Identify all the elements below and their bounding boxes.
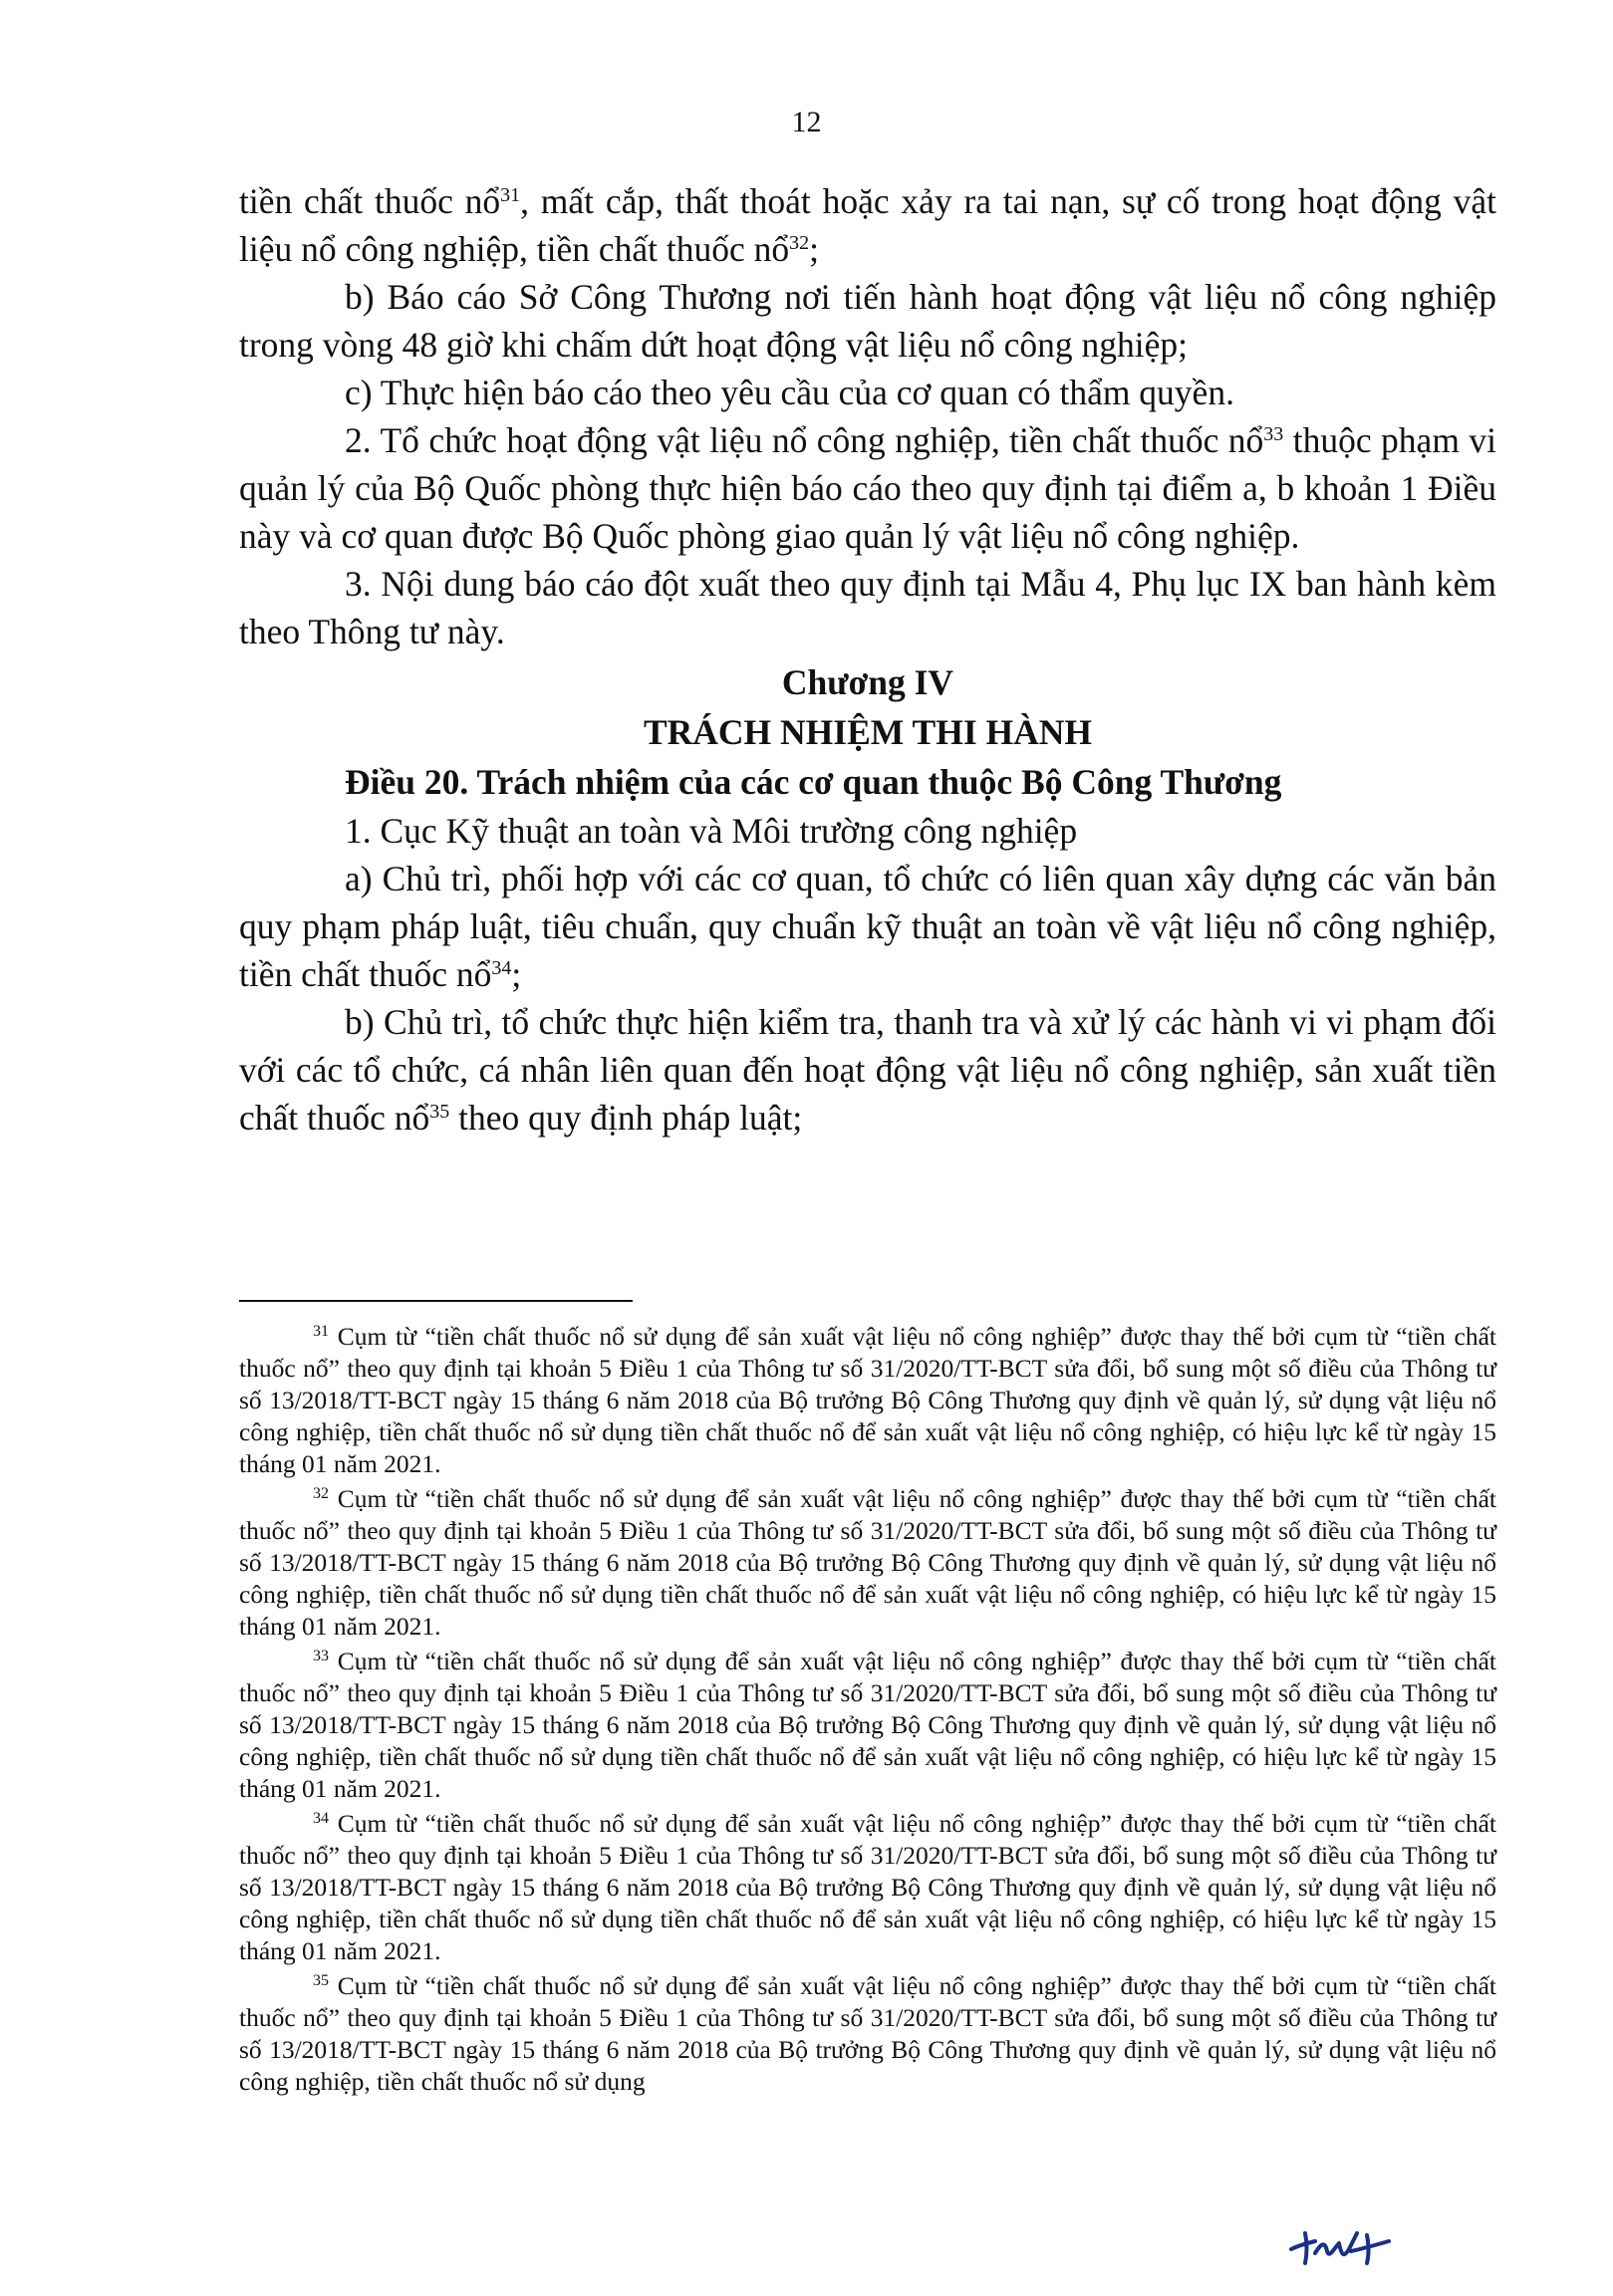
footnote-35 — [239, 1970, 1496, 2098]
footnote-31 — [239, 1321, 1496, 1480]
text-run: b) Chủ trì, tổ chức thực hiện kiểm tra, thanh tra và xử lý các hành vi vi phạm đối với các tổ chức, cá nhân liên quan đến hoạt động vật liệu nổ công nghiệp, sản xuất tiền chất thuốc nổ — [239, 1002, 1496, 1138]
footnote-text: Cụm từ “tiền chất thuốc nổ sử dụng để sản xuất vật liệu nổ công nghiệp” được thay thế bởi cụm từ “tiền chất thuốc nổ” theo quy định tại khoản 5 Điều 1 của Thông tư số 31/2020/TT-BCT sửa đổi, bổ sung một số điều của Thông tư số 13/2018/TT-BCT ngày 15 tháng 6 năm 2018 của Bộ trưởng Bộ Công Thương quy định về quản lý, sử dụng vật liệu nổ công nghiệp, tiền chất thuốc nổ sử dụng tiền chất thuốc nổ để sản xuất vật liệu nổ công nghiệp, có hiệu lực kể từ ngày 15 tháng 01 năm 2021. — [239, 1322, 1496, 1478]
footnote-number: 34 — [313, 1810, 329, 1827]
footnote-text: Cụm từ “tiền chất thuốc nổ sử dụng để sản xuất vật liệu nổ công nghiệp” được thay thế bởi cụm từ “tiền chất thuốc nổ” theo quy định tại khoản 5 Điều 1 của Thông tư số 31/2020/TT-BCT sửa đổi, bổ sung một số điều của Thông tư số 13/2018/TT-BCT ngày 15 tháng 6 năm 2018 của Bộ trưởng Bộ Công Thương quy định về quản lý, sử dụng vật liệu nổ công nghiệp, tiền chất thuốc nổ sử dụng tiền chất thuốc nổ để sản xuất vật liệu nổ công nghiệp, có hiệu lực kể từ ngày 15 tháng 01 năm 2021. — [239, 1647, 1496, 1803]
footnotes-section — [239, 1321, 1496, 2101]
article-title: Điều 20. Trách nhiệm của các cơ quan thuộc Bộ Công Thương — [345, 762, 1282, 802]
footnote-33 — [239, 1646, 1496, 1805]
footnote-ref-32[interactable]: 32 — [789, 232, 810, 254]
text-run: ; — [511, 954, 522, 994]
footnote-number: 33 — [313, 1648, 329, 1664]
footnote-ref-33[interactable]: 33 — [1263, 423, 1284, 445]
footnote-number: 35 — [313, 1972, 329, 1989]
footnote-text: Cụm từ “tiền chất thuốc nổ sử dụng để sản xuất vật liệu nổ công nghiệp” được thay thế bởi cụm từ “tiền chất thuốc nổ” theo quy định tại khoản 5 Điều 1 của Thông tư số 31/2020/TT-BCT sửa đổi, bổ sung một số điều của Thông tư số 13/2018/TT-BCT ngày 15 tháng 6 năm 2018 của Bộ trưởng Bộ Công Thương quy định về quản lý, sử dụng vật liệu nổ công nghiệp, tiền chất thuốc nổ sử dụng — [239, 1971, 1496, 2096]
chapter-name: TRÁCH NHIỆM THI HÀNH — [643, 712, 1093, 752]
text-run: 2. Tổ chức hoạt động vật liệu nổ công nghiệp, tiền chất thuốc nổ — [345, 420, 1264, 460]
text-run: thuộc phạm vi quản lý của Bộ Quốc phòng thực hiện báo cáo theo quy định tại điểm a, b khoản 1 Điều này và cơ quan được Bộ Quốc phòng giao quản lý vật liệu nổ công nghiệp. — [239, 420, 1496, 556]
footnote-number: 32 — [313, 1485, 329, 1502]
footnote-text: Cụm từ “tiền chất thuốc nổ sử dụng để sản xuất vật liệu nổ công nghiệp” được thay thế bởi cụm từ “tiền chất thuốc nổ” theo quy định tại khoản 5 Điều 1 của Thông tư số 31/2020/TT-BCT sửa đổi, bổ sung một số điều của Thông tư số 13/2018/TT-BCT ngày 15 tháng 6 năm 2018 của Bộ trưởng Bộ Công Thương quy định về quản lý, sử dụng vật liệu nổ công nghiệp, tiền chất thuốc nổ sử dụng tiền chất thuốc nổ để sản xuất vật liệu nổ công nghiệp, có hiệu lực kể từ ngày 15 tháng 01 năm 2021. — [239, 1809, 1496, 1965]
footnote-34 — [239, 1808, 1496, 1967]
footnote-separator — [239, 1300, 633, 1302]
paragraph-item-b: b) Báo cáo Sở Công Thương nơi tiến hành hoạt động vật liệu nổ công nghiệp trong vòng 48 giờ khi chấm dứt hoạt động vật liệu nổ công nghiệp; — [239, 277, 1496, 365]
paragraph-continued — [239, 177, 1496, 273]
footnote-ref-35[interactable]: 35 — [429, 1101, 450, 1123]
footnote-ref-34[interactable]: 34 — [491, 957, 512, 979]
text-run: tiền chất thuốc nổ — [239, 181, 501, 221]
paragraph-item-a — [239, 855, 1496, 998]
paragraph-item-c: c) Thực hiện báo cáo theo yêu cầu của cơ quan có thẩm quyền. — [345, 373, 1234, 412]
page-number: 12 — [791, 106, 822, 138]
footnote-ref-31[interactable]: 31 — [500, 184, 521, 206]
text-run: ; — [809, 229, 819, 269]
chapter-title: Chương IV — [781, 662, 954, 702]
footnote-text: Cụm từ “tiền chất thuốc nổ sử dụng để sản xuất vật liệu nổ công nghiệp” được thay thế bởi cụm từ “tiền chất thuốc nổ” theo quy định tại khoản 5 Điều 1 của Thông tư số 31/2020/TT-BCT sửa đổi, bổ sung một số điều của Thông tư số 13/2018/TT-BCT ngày 15 tháng 6 năm 2018 của Bộ trưởng Bộ Công Thương quy định về quản lý, sử dụng vật liệu nổ công nghiệp, tiền chất thuốc nổ sử dụng tiền chất thuốc nổ để sản xuất vật liệu nổ công nghiệp, có hiệu lực kể từ ngày 15 tháng 01 năm 2021. — [239, 1484, 1496, 1641]
paragraph-clause-2 — [239, 416, 1496, 560]
paragraph-clause-1: 1. Cục Kỹ thuật an toàn và Môi trường công nghiệp — [345, 811, 1078, 851]
text-run: theo quy định pháp luật; — [449, 1098, 803, 1138]
paragraph-item-b-2 — [239, 998, 1496, 1142]
text-run: a) Chủ trì, phối hợp với các cơ quan, tổ chức có liên quan xây dựng các văn bản quy phạm pháp luật, tiêu chuẩn, quy chuẩn kỹ thuật an toàn về vật liệu nổ công nghiệp, tiền chất thuốc nổ — [239, 859, 1496, 994]
text-run: , mất cắp, thất thoát hoặc xảy ra tai nạn, sự cố trong hoạt động vật liệu nổ công nghiệp, tiền chất thuốc nổ — [239, 181, 1496, 269]
signature-mark — [1285, 2219, 1405, 2271]
handwritten-initials — [1285, 2219, 1405, 2276]
footnote-number: 31 — [313, 1323, 329, 1340]
paragraph-clause-3: 3. Nội dung báo cáo đột xuất theo quy định tại Mẫu 4, Phụ lục IX ban hành kèm theo Thông tư này. — [239, 564, 1496, 651]
main-body — [239, 177, 1496, 1142]
footnote-32 — [239, 1483, 1496, 1643]
